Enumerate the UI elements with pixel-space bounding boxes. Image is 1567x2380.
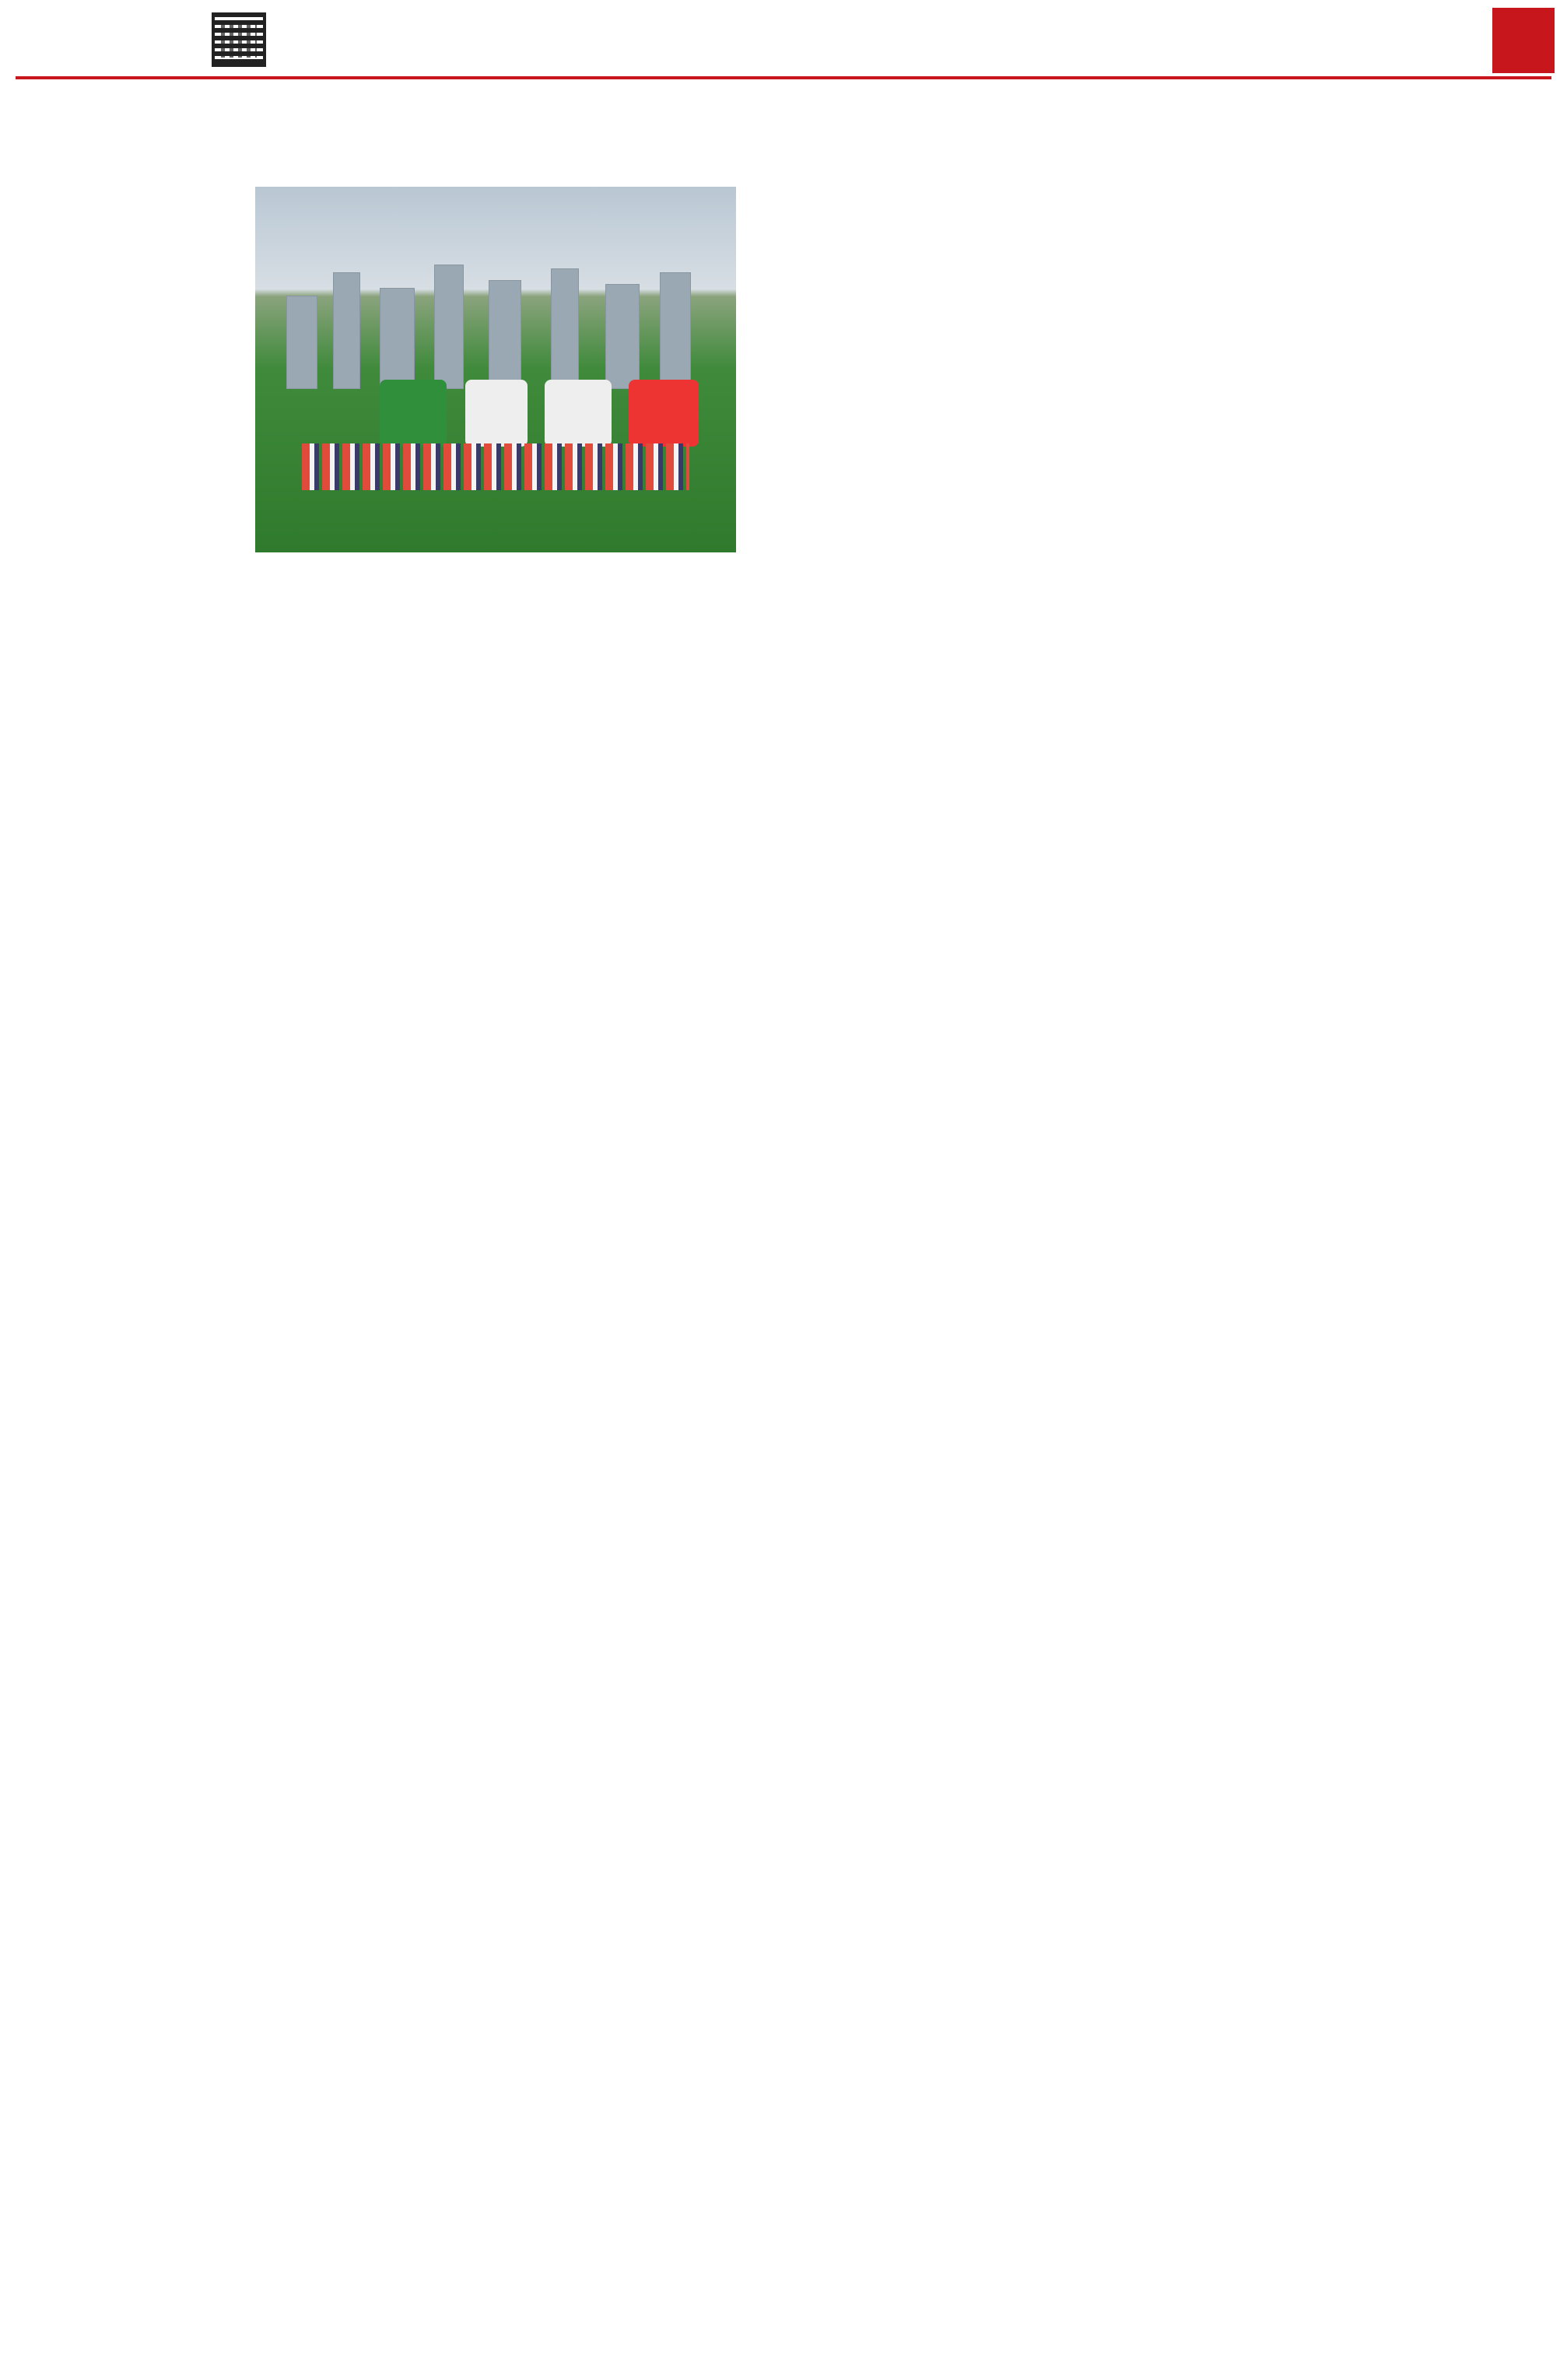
qr-code <box>212 12 266 67</box>
lead-col1 <box>31 187 245 778</box>
page-number <box>1492 8 1555 73</box>
masthead-rule <box>16 76 1551 79</box>
football-photo <box>255 187 736 552</box>
